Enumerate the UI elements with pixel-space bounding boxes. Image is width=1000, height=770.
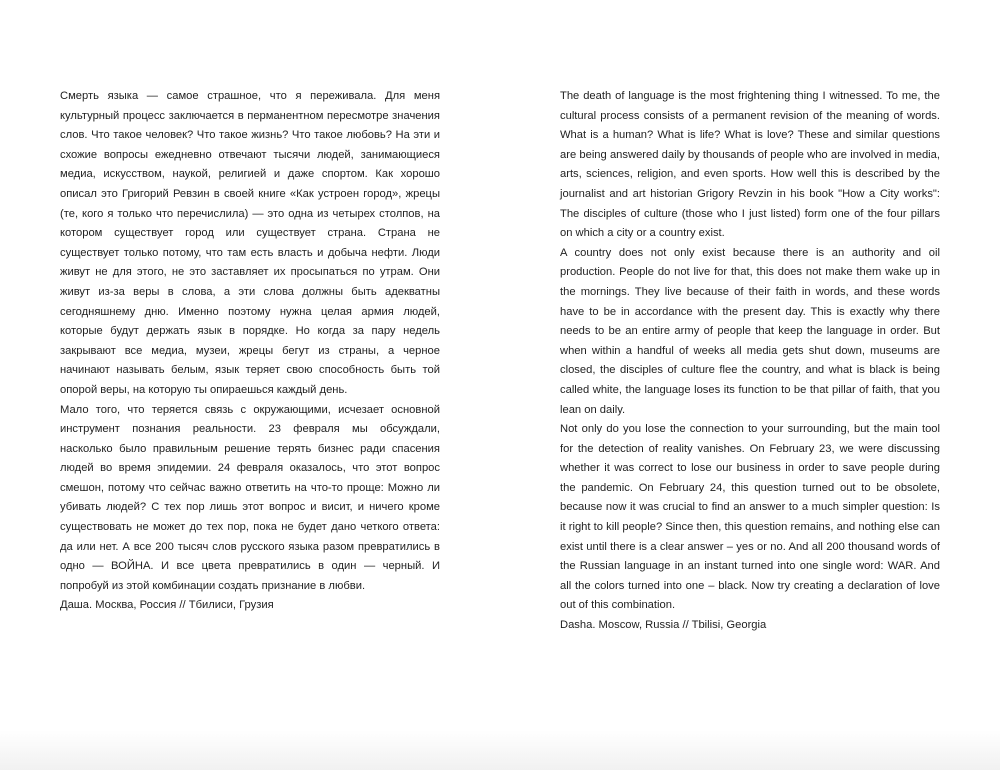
english-paragraph-2: A country does not only exist because there is an authority and oil production. People do not live for that, this does not make them wake up in the mornings. They live because of their faith in words, and these words have to be in accordance with the present day. This is exactly why there needs to be an entire army of people that keep the language in order. But when within a handful of weeks all media gets shut down, museums are closed, the disciples of culture flee the country, and what is black is being called white, the language loses its function to be that pillar of faith, that you lean on daily. — [560, 246, 940, 416]
english-signature: Dasha. Moscow, Russia // Tbilisi, Georgia — [560, 619, 767, 632]
english-paragraph-1: The death of language is the most frightening thing I witnessed. To me, the cultural process consists of a permanent revision of the meaning of words. What is a human? What is life? What is love? These and similar questions are being answered daily by thousands of people who are involved in media, arts, sciences, religion, and even sports. How well this is described by the journalist and art historian Grigory Revzin in his book "How a City works": The disciples of culture (those who I just listed) form one of the four pillars on which a city or a country exist. — [560, 90, 940, 240]
english-text-column — [560, 87, 940, 636]
russian-paragraph-1: Смерть языка — самое страшное, что я переживала. Для меня культурный процесс заключается в перманентном пересмотре значения слов. Что такое человек? Что такое жизнь? Что такое любовь? На эти и схожие вопросы ежедневно отвечают тысячи людей, занимающиеся медиа, искусством, наукой, религией и даже спортом. Как хорошо описал это Григорий Ревзин в своей книге «Как устроен город», жрецы (те, кого я только что перечислила) — это одна из четырех столпов, на котором существует город или существует страна. Страна не существует только потому, что там есть власть и добыча нефти. Люди живут не для этого, не это заставляет их просыпаться по утрам. Они живут из-за веры в слова, а эти слова должны быть адекватны сегодняшнему дню. Именно поэтому нужна целая армия людей, которые будут держать язык в порядке. Но когда за пару недель закрывают все медиа, музеи, жрецы бегут из страны, а черное начинают называть белым, язык теряет свою способность быть той опорой веры, на которую ты опираешься каждый день. — [60, 90, 440, 396]
russian-text-column — [60, 87, 440, 616]
english-paragraph-3: Not only do you lose the connection to your surrounding, but the main tool for the detection of reality vanishes. On February 23, we were discussing whether it was correct to lose our business in order to save people during the pandemic. On February 24, this question turned out to be obsolete, because now it was crucial to find an answer to a much simpler question: Is it right to kill people? Since then, this question remains, and nothing else can exist until there is a clear answer – yes or no. And all 200 thousand words of the Russian language in an instant turned into one single word: WAR. And all the colors turned into one – black. Now try creating a declaration of love out of this combination. — [560, 423, 940, 612]
russian-paragraph-2: Мало того, что теряется связь с окружающими, исчезает основной инструмент познания реальности. 23 февраля мы обсуждали, насколько было правильным решение терять бизнес ради спасения людей во время эпидемии. 24 февраля оказалось, что этот вопрос смешон, потому что сейчас важно ответить на что-то проще: Можно ли убивать людей? С тех пор лишь этот вопрос и висит, и ничего кроме существовать не может до тех пор, пока не будет дано четкого ответа: да или нет. А все 200 тысяч слов русского языка разом превратились в одно — ВОЙНА. И все цвета превратились в один — черный. И попробуй из этой комбинации создать признание в любви. — [60, 403, 440, 592]
page-bottom-shadow — [0, 730, 1000, 770]
russian-signature: Даша. Москва, Россия // Тбилиси, Грузия — [60, 599, 274, 612]
